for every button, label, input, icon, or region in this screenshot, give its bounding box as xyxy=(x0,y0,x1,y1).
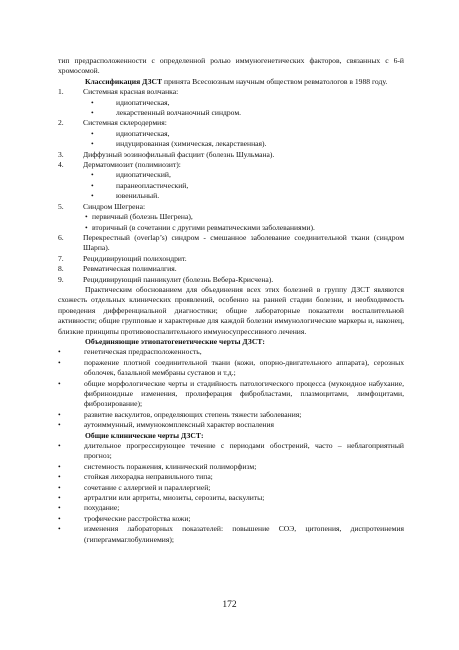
list-item xyxy=(58,150,404,160)
list-text: Диффузный эозинофильный фасциит (болезнь Шульмана). xyxy=(83,149,275,159)
list-number: 5. xyxy=(58,201,64,211)
document-page xyxy=(58,56,404,545)
page-number: 172 xyxy=(222,600,237,610)
bullet-text: стойкая лихорадка неправильного типа; xyxy=(84,472,213,482)
sub-item-text: первичный (болезнь Шегрена), xyxy=(92,212,193,222)
sub-item-text: идиопатический, xyxy=(116,170,171,180)
list-text: Рецидивирующий полихондрит. xyxy=(83,253,187,263)
list-number: 8. xyxy=(58,264,64,274)
bullet-text: изменения лабораторных показателей: повышение СОЭ, цитопения, диспротеинемия (гипергаммаглобулинемия); xyxy=(84,524,404,544)
sub-item xyxy=(58,223,404,233)
bullet-icon: • xyxy=(58,347,61,357)
bullet-item xyxy=(58,410,404,420)
bullet-item xyxy=(58,379,404,410)
bullet-icon: • xyxy=(58,513,61,523)
bullet-item xyxy=(58,493,404,503)
sub-item-text: лекарственный волчаночный синдром. xyxy=(116,108,242,118)
list-item xyxy=(58,254,404,264)
bullet-text: аутоиммунный, иммунокомплексный характер воспаления xyxy=(84,420,275,430)
bullet-icon: • xyxy=(58,493,61,503)
bullet-icon: • xyxy=(91,139,94,149)
list-number: 4. xyxy=(58,160,64,170)
bullet-item xyxy=(58,358,404,379)
bullet-icon: • xyxy=(91,97,94,107)
classification-paragraph xyxy=(58,77,404,87)
classification-lead: Классификация ДЗСТ xyxy=(85,76,163,86)
intro-paragraph: тип предрасположенности с определенной ролью иммуногенетических факторов, связанных с 6-й хромосомой. xyxy=(58,56,404,76)
clin-heading: Общие клинические черты ДЗСТ: xyxy=(85,430,204,440)
classification-text: принята Всесоюзным научным обществом ревматологов в 1988 году. xyxy=(162,76,388,86)
bullet-item xyxy=(58,462,404,472)
bullet-icon: • xyxy=(58,378,61,388)
bullet-icon: • xyxy=(85,222,88,232)
sub-item xyxy=(58,129,404,139)
list-text: Системная красная волчанка: xyxy=(83,87,179,97)
list-text: Ревматическая полимиалгия. xyxy=(83,264,177,274)
sub-item xyxy=(58,212,404,222)
bullet-text: сочетание с аллергией и параллергией; xyxy=(84,482,211,492)
bullet-text: общие морфологические черты и стадийность патологического процесса (мукоидное набухание, фибриноидные изменения, пролиферация фибробластами, плазмоцитами, лимфоцитами, фиброзирование); xyxy=(84,378,404,409)
list-text: Синдром Шегрена: xyxy=(83,201,146,211)
list-item xyxy=(58,202,404,212)
list-number: 6. xyxy=(58,232,64,242)
bullet-icon: • xyxy=(91,191,94,201)
bullet-icon: • xyxy=(91,170,94,180)
bullet-item xyxy=(58,503,404,513)
list-item xyxy=(58,87,404,97)
sub-item xyxy=(58,108,404,118)
bullet-icon: • xyxy=(58,503,61,513)
bullet-text: трофические расстройства кожи; xyxy=(84,513,191,523)
list-item xyxy=(58,264,404,274)
bullet-icon: • xyxy=(91,128,94,138)
sub-item-text: индуцированная (химическая, лекарственная). xyxy=(116,139,267,149)
sub-item xyxy=(58,139,404,149)
bullet-icon: • xyxy=(91,180,94,190)
etio-heading: Объединяющие этиопатогенетические черты ДЗСТ: xyxy=(85,336,265,346)
list-text: Рецидивирующий панникулит (болезнь Вебера-Крисчена). xyxy=(83,274,274,284)
sub-item-text: вторичный (в сочетании с другими ревматическими заболеваниями). xyxy=(92,222,315,232)
list-number: 2. xyxy=(58,118,64,128)
bullet-text: системность поражения, клинический полиморфизм; xyxy=(84,461,257,471)
bullet-item xyxy=(58,524,404,545)
list-item xyxy=(58,160,404,170)
list-text: Дерматомиозит (полимиозит): xyxy=(83,160,181,170)
bullet-item xyxy=(58,514,404,524)
bullet-text: длительное прогрессирующее течение с периодами обострений, часто – неблагоприятный прогноз; xyxy=(84,441,404,461)
list-number: 1. xyxy=(58,87,64,97)
bullet-text: артралгии или артриты, миозиты, серозиты, васкулиты; xyxy=(84,493,265,503)
sub-item xyxy=(58,170,404,180)
bullet-icon: • xyxy=(58,524,61,534)
bullet-icon: • xyxy=(91,108,94,118)
list-item xyxy=(58,275,404,285)
bullet-icon: • xyxy=(58,420,61,430)
list-number: 9. xyxy=(58,274,64,284)
sub-item xyxy=(58,191,404,201)
practical-paragraph: Практическим обоснованием для объединения всех этих болезней в группу ДЗСТ являются схожесть отдельных клинических проявлений, особенно на ранней стадии болезни, и необходимость проведения дифференциальной диагностики; общие лабораторные показатели воспалительной активности; общие групповые и характерные для каждой болезни иммунологические маркеры и, наконец, близкие принципы противовоспалительного иммуносупрессивного лечения. xyxy=(58,284,404,336)
sub-item-text: идиопатическая, xyxy=(116,97,170,107)
bullet-text: генетическая предрасположенность, xyxy=(84,347,202,357)
bullet-icon: • xyxy=(58,441,61,451)
list-text: Системная склеродермия: xyxy=(83,118,167,128)
bullet-text: поражение плотной соединительной ткани (кожи, опорно-двигательного аппарата), серозных оболочек, базальной мембраны суставов и т.д.; xyxy=(84,357,404,378)
bullet-item xyxy=(58,483,404,493)
bullet-icon: • xyxy=(58,482,61,492)
list-number: 7. xyxy=(58,253,64,263)
bullet-text: развитие васкулитов, определяющих степень тяжести заболевания; xyxy=(84,409,302,419)
bullet-text: похудание; xyxy=(84,503,120,513)
list-item xyxy=(58,118,404,128)
bullet-icon: • xyxy=(58,357,61,367)
list-text: Перекрестный (overlap’s) синдром - смешанное заболевание соединительной ткани (синдром Шарпа). xyxy=(83,232,404,253)
sub-item-text: паранеопластический, xyxy=(116,180,189,190)
sub-item xyxy=(58,98,404,108)
sub-item-text: ювенильный. xyxy=(116,191,160,201)
sub-item xyxy=(58,181,404,191)
bullet-item xyxy=(58,472,404,482)
bullet-item xyxy=(58,420,404,430)
bullet-item xyxy=(58,347,404,357)
list-item xyxy=(58,233,404,254)
list-number: 3. xyxy=(58,149,64,159)
bullet-icon: • xyxy=(58,472,61,482)
sub-item-text: идиопатическая, xyxy=(116,128,170,138)
bullet-icon: • xyxy=(58,409,61,419)
bullet-item xyxy=(58,441,404,462)
bullet-icon: • xyxy=(58,461,61,471)
bullet-icon: • xyxy=(85,212,88,222)
